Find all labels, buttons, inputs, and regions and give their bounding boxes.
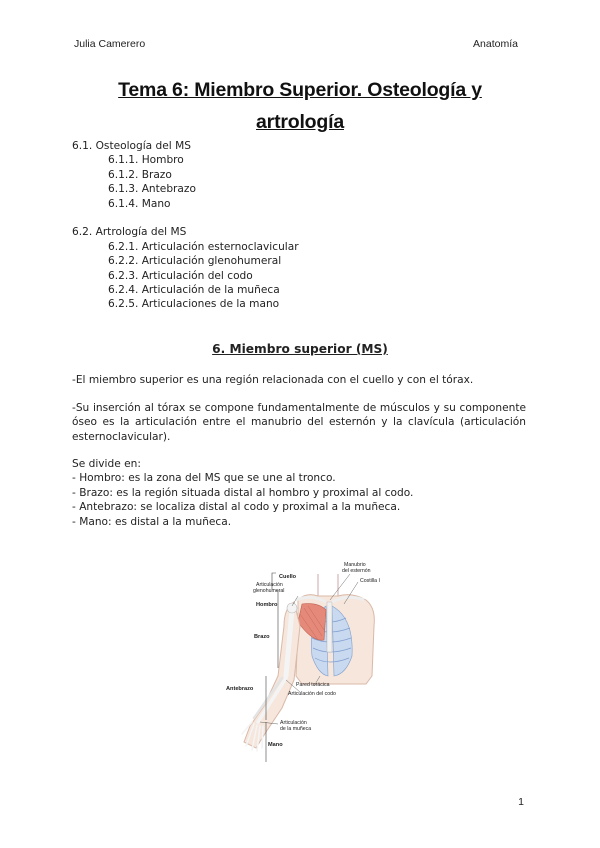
toc-section: 6.1. Osteología del MS [72,140,191,152]
sternum [327,602,332,652]
divisions-block [72,457,526,529]
title-line-1: Tema 6: Miembro Superior. Osteología y [118,79,482,101]
label-hombro: Hombro [256,602,278,608]
label-pared: Pared torácica [296,682,330,688]
title-line-2: artrología [256,111,344,133]
toc-subsection: 6.2.5. Articulaciones de la mano [108,298,280,311]
label-glenohumeral-1: Articulación [256,582,283,588]
toc-subsection: 6.1.3. Antebrazo [108,183,196,196]
division-item: - Mano: es distal a la muñeca. [72,515,232,528]
page-title [60,74,540,138]
toc-spacer [72,211,299,225]
toc-subsection: 6.2.1. Articulación esternoclavicular [108,240,299,253]
label-cuello: Cuello [279,574,297,580]
label-antebrazo: Antebrazo [226,686,254,692]
upper-limb-anatomy-figure [226,556,394,768]
divisions-intro: Se divide en: [72,458,141,470]
label-mano: Mano [268,742,283,748]
toc-subsection: 6.2.2. Articulación glenohumeral [108,255,282,268]
label-costilla: Costilla I [360,578,380,584]
label-codo: Articulación del codo [288,691,336,697]
toc-section: 6.2. Artrología del MS [72,226,187,239]
division-item: - Brazo: es la región situada distal al hombro y proximal al codo. [72,486,414,499]
neck-outline [318,574,338,596]
header-subject: Anatomía [473,38,518,50]
section-heading: 6. Miembro superior (MS) [212,342,388,356]
toc-subsection: 6.2.3. Articulación del codo [108,269,253,282]
table-of-contents [72,139,299,312]
division-item: - Antebrazo: se localiza distal al codo y proximal a la muñeca. [72,501,401,514]
toc-subsection: 6.1.1. Hombro [108,154,184,167]
header-author: Julia Camerero [74,38,146,50]
humeral-head [287,603,297,613]
label-manubrio-1: Manubrio [344,562,366,568]
page-number: 1 [518,796,524,808]
paragraph-insertion: -Su inserción al tórax se compone fundamentalmente de músculos y su componente óseo es la articulación entre el manubrio del esternón y la clavícula (articulación esternoclavicular). [72,402,526,443]
paragraph-intro: -El miembro superior es una región relacionada con el cuello y con el tórax. [72,374,474,386]
label-muneca-2: de la muñeca [280,726,312,732]
label-muneca-1: Articulación [280,720,307,726]
toc-subsection: 6.2.4. Articulación de la muñeca [108,284,280,297]
label-glenohumeral-2: glenohumeral [253,588,285,594]
division-item: - Hombro: es la zona del MS que se une al tronco. [72,472,336,485]
label-brazo: Brazo [254,634,270,640]
toc-subsection: 6.1.4. Mano [108,197,171,210]
label-manubrio-2: del esternón [342,568,371,574]
toc-subsection: 6.1.2. Brazo [108,168,172,181]
